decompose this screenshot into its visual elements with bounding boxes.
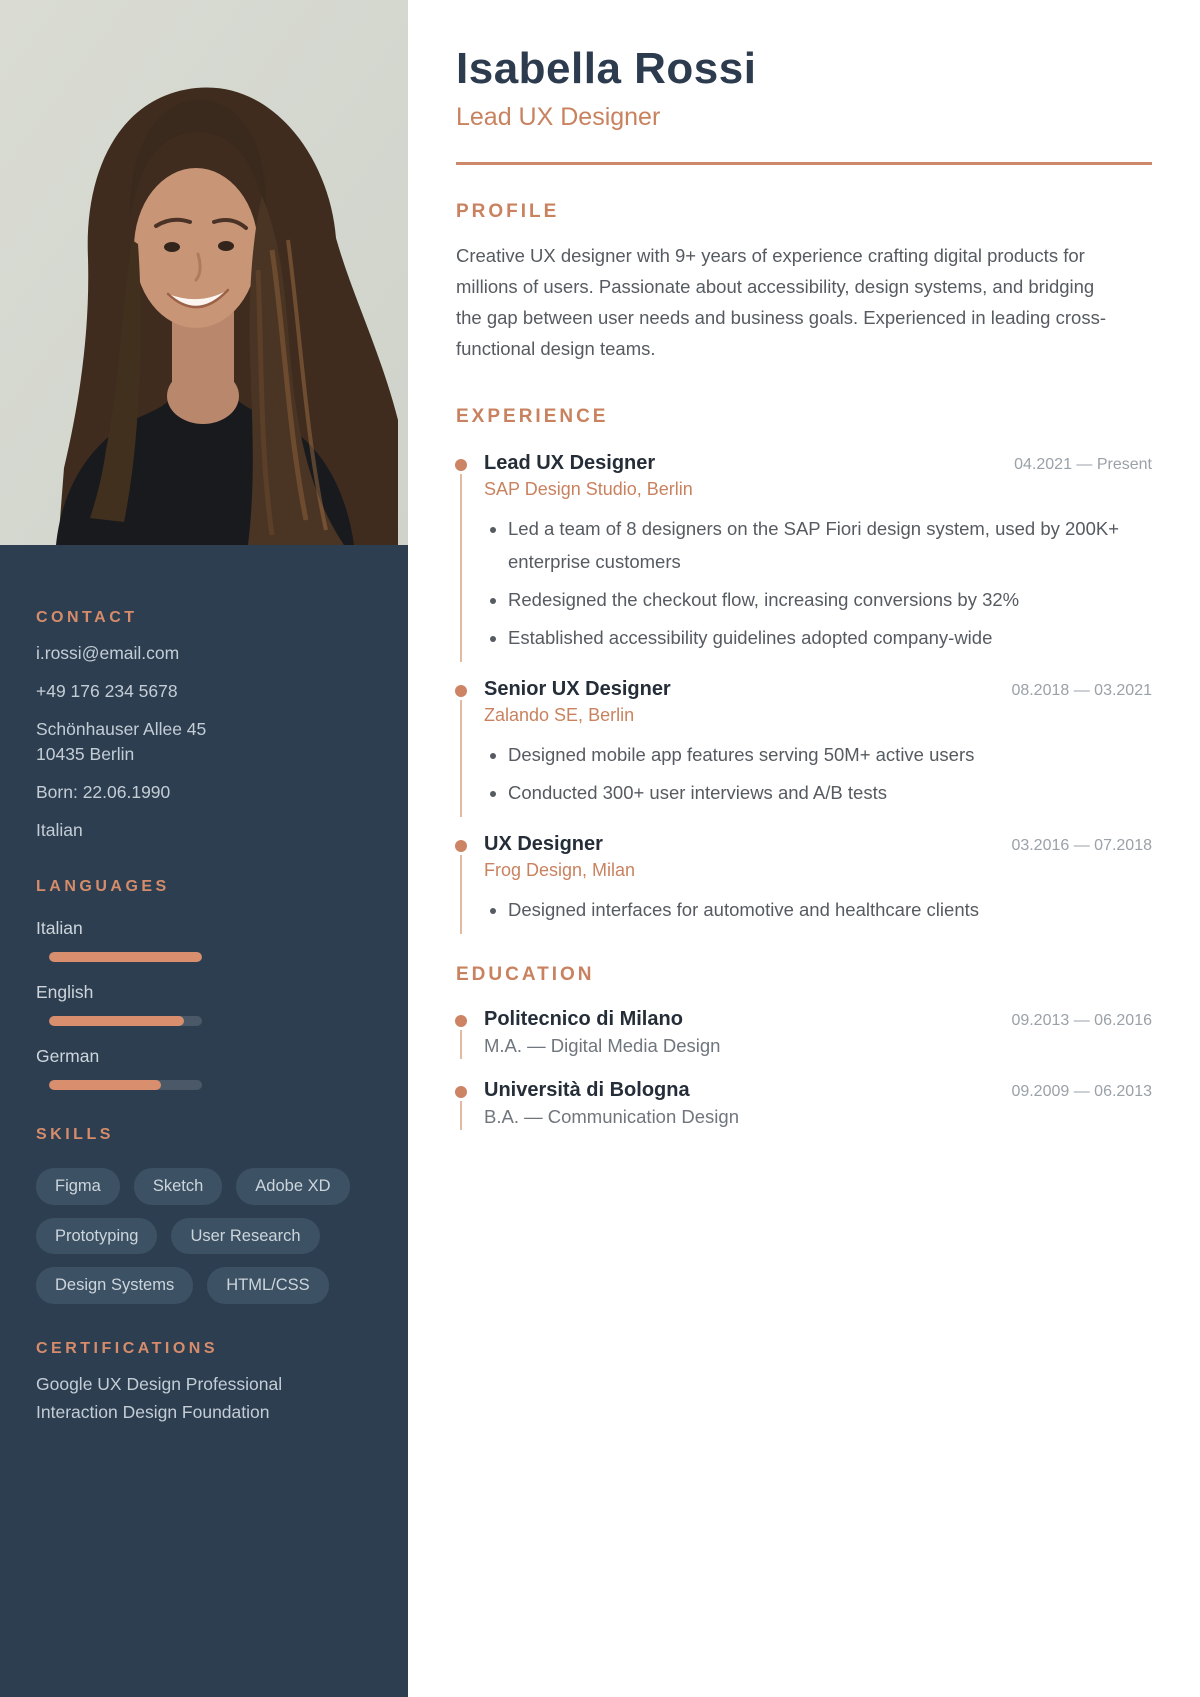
- job-bullet-list: [484, 738, 1152, 809]
- contact-nationality: Italian: [36, 820, 83, 840]
- sidebar: [0, 0, 408, 1697]
- job-role: UX Designer: [484, 833, 603, 855]
- skills-section: [36, 1126, 372, 1304]
- job-bullet: • Redesigned the checkout flow, increasing conversions by 32%: [508, 583, 1152, 616]
- education-heading: EDUCATION: [456, 964, 595, 985]
- job-bullet: • Led a team of 8 designers on the SAP Fiori design system, used by 200K+ enterprise customers: [508, 512, 1152, 578]
- timeline-dot-icon: [455, 685, 467, 697]
- contact-heading: CONTACT: [36, 609, 138, 626]
- skill-chip: Adobe XD: [236, 1168, 349, 1205]
- education-timeline: [456, 1008, 1152, 1128]
- language-label: English: [36, 982, 94, 1002]
- skill-chip: HTML/CSS: [207, 1267, 328, 1304]
- certification-list: [36, 1370, 372, 1426]
- job-bullet: • Established accessibility guidelines adopted company-wide: [508, 621, 1152, 654]
- contact-phone: +49 176 234 5678: [36, 681, 178, 701]
- language-bar-track: [49, 1016, 202, 1026]
- skill-chip: User Research: [171, 1218, 319, 1255]
- timeline-dot-icon: [455, 1015, 467, 1027]
- timeline-dot-icon: [455, 840, 467, 852]
- certifications-heading: CERTIFICATIONS: [36, 1339, 219, 1357]
- school-name: Politecnico di Milano: [484, 1008, 683, 1030]
- experience-section: [456, 406, 1152, 926]
- contact-address-line1: Schönhauser Allee 45: [36, 719, 207, 739]
- person-job-title: Lead UX Designer: [456, 103, 661, 131]
- profile-heading: PROFILE: [456, 201, 560, 222]
- experience-entry: [456, 833, 1152, 926]
- main-column: [408, 0, 1200, 1128]
- skills-heading: SKILLS: [36, 1126, 114, 1143]
- contact-email: i.rossi@email.com: [36, 643, 180, 663]
- education-entry: [456, 1079, 1152, 1128]
- certification-item: Google UX Design Professional: [36, 1373, 283, 1394]
- job-bullet: • Conducted 300+ user interviews and A/B tests: [508, 776, 1152, 809]
- education-dates: 09.2013 — 06.2016: [1011, 1012, 1152, 1029]
- skill-chip: Design Systems: [36, 1267, 193, 1304]
- languages-heading: LANGUAGES: [36, 878, 170, 895]
- skill-chip: Figma: [36, 1168, 120, 1205]
- language-bar-fill: [49, 952, 202, 962]
- sidebar-content: [0, 609, 408, 1426]
- language-item: [36, 1046, 372, 1090]
- language-label: Italian: [36, 918, 83, 938]
- certifications-section: [36, 1340, 372, 1426]
- person-name: Isabella Rossi: [456, 44, 757, 93]
- degree-name: B.A. — Communication Design: [484, 1106, 739, 1127]
- job-company: Zalando SE, Berlin: [484, 705, 635, 725]
- school-name: Università di Bologna: [484, 1079, 690, 1101]
- contact-birthdate: Born: 22.06.1990: [36, 782, 171, 802]
- language-item: [36, 918, 372, 962]
- skill-chip: Sketch: [134, 1168, 222, 1205]
- header-divider: [456, 162, 1152, 165]
- experience-timeline: [456, 452, 1152, 926]
- languages-section: [36, 878, 372, 1090]
- job-bullet-list: [484, 893, 1152, 926]
- job-company: SAP Design Studio, Berlin: [484, 479, 693, 499]
- job-bullet: • Designed mobile app features serving 50M+ active users: [508, 738, 1152, 771]
- experience-heading: EXPERIENCE: [456, 406, 609, 427]
- job-role: Lead UX Designer: [484, 452, 656, 474]
- job-role: Senior UX Designer: [484, 678, 671, 700]
- language-bar-track: [49, 952, 202, 962]
- language-bar-fill: [49, 1016, 184, 1026]
- job-bullet-list: [484, 512, 1152, 654]
- certification-item: Interaction Design Foundation: [36, 1401, 270, 1422]
- degree-name: M.A. — Digital Media Design: [484, 1035, 721, 1056]
- skill-chip: Prototyping: [36, 1218, 157, 1255]
- education-dates: 09.2009 — 06.2013: [1011, 1083, 1152, 1100]
- education-section: [456, 964, 1152, 1128]
- profile-text: Creative UX designer with 9+ years of experience crafting digital products for millions of users. Passionate about accessibility, design systems, and bridging the gap between user needs and business goals. Experienced in leading cross-functional design teams.: [456, 245, 1106, 359]
- experience-entry: [456, 678, 1152, 809]
- contact-address-line2: 10435 Berlin: [36, 744, 135, 764]
- experience-entry: [456, 452, 1152, 654]
- skills-chip-list: [36, 1168, 376, 1304]
- contact-section: [36, 609, 372, 842]
- job-bullet: • Designed interfaces for automotive and healthcare clients: [508, 893, 1152, 926]
- profile-section: [456, 201, 1152, 364]
- job-company: Frog Design, Milan: [484, 860, 636, 880]
- portrait-photo: [0, 0, 408, 545]
- job-dates: 03.2016 — 07.2018: [1011, 837, 1152, 854]
- job-dates: 08.2018 — 03.2021: [1011, 682, 1152, 699]
- timeline-dot-icon: [455, 1086, 467, 1098]
- education-entry: [456, 1008, 1152, 1057]
- language-label: German: [36, 1046, 100, 1066]
- timeline-dot-icon: [455, 459, 467, 471]
- language-item: [36, 982, 372, 1026]
- language-bar-fill: [49, 1080, 161, 1090]
- language-bar-track: [49, 1080, 202, 1090]
- job-dates: 04.2021 — Present: [1014, 456, 1152, 473]
